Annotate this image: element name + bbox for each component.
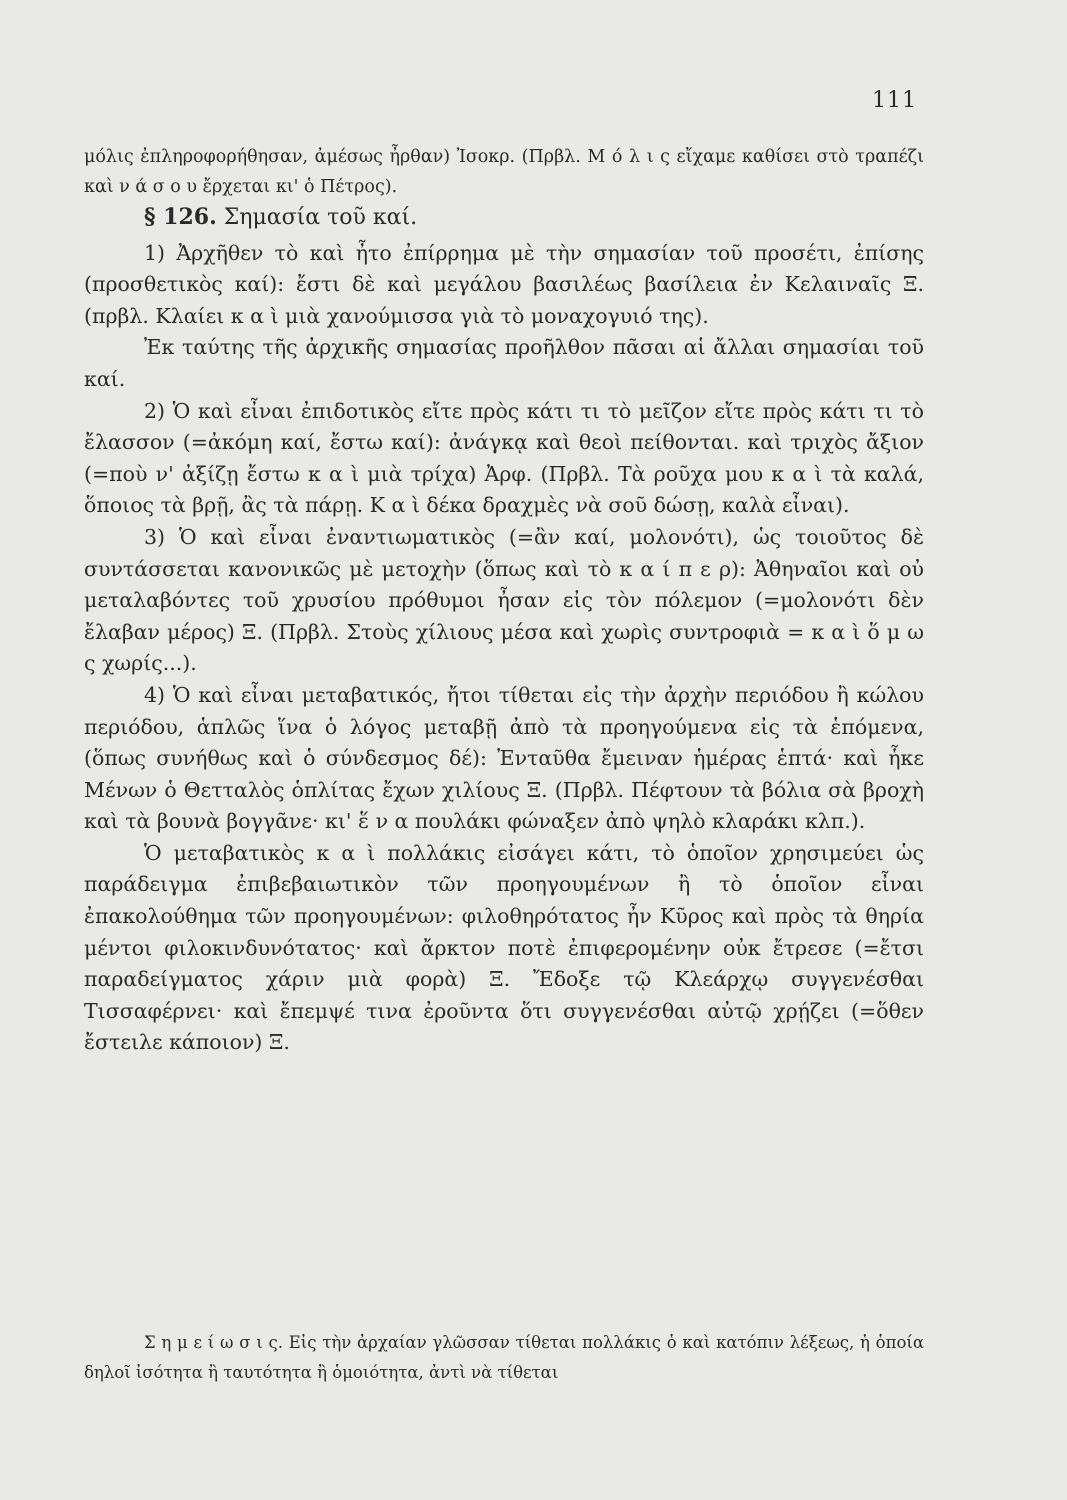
paragraph-2: Ἐκ ταύτης τῆς ἀρχικῆς σημασίας προῆλθον πᾶσαι αἱ ἄλλαι σημασίαι τοῦ καί. [84, 335, 924, 391]
paragraph-6: Ὁ μεταβατικὸς κ α ὶ πολλάκις εἰσάγει κάτι, τὸ ὁποῖον χρησιμεύει ὡς παράδειγμα ἐπιβεβαιωτικὸν τῶν προηγουμένων ἢ τὸ ὁποῖον εἶναι ἐπακολούθημα τῶν προηγουμένων: φιλοθηρότατος ἦν Κῦρος καὶ πρὸς τὰ θηρία μέντοι φιλοκινδυνότατος· καὶ ἄρκτον ποτὲ ἐπιφερομένην οὐκ ἔτρεσε (=ἔτσι παραδείγματος χάριν μιὰ φορὰ) Ξ. Ἔδοξε τῷ Κλεάρχῳ συγγενέσθαι Τισσαφέρνει· καὶ ἔπεμψέ τινα ἐροῦντα ὅτι συγγενέσθαι αὐτῷ χρῄζει (=ὅθεν ἔστειλε κάποιον) Ξ. [84, 840, 924, 1055]
paragraph-1: 1) Ἀρχῆθεν τὸ καὶ ἦτο ἐπίρρημα μὲ τὴν σημασίαν τοῦ προσέτι, ἐπίσης (προσθετικὸς καί): ἔστι δὲ καὶ μεγάλου βασιλέως βασίλεια ἐν Κελαιναῖς Ξ. (πρβλ. Κλαίει κ α ὶ μιὰ χανούμισσα γιὰ τὸ μοναχογυιό της). [84, 240, 924, 328]
paragraph-5: 4) Ὁ καὶ εἶναι μεταβατικός, ἤτοι τίθεται εἰς τὴν ἀρχὴν περιόδου ἢ κώλου περιόδου, ἁπλῶς ἵνα ὁ λόγος μεταβῇ ἀπὸ τὰ προηγούμενα εἰς τὰ ἑπόμενα, (ὅπως συνήθως καὶ ὁ σύνδεσμος δέ): Ἐνταῦθα ἔμειναν ἡμέρας ἑπτά· καὶ ἧκε Μένων ὁ Θετταλὸς ὁπλίτας ἔχων χιλίους Ξ. (Πρβλ. Πέφτουν τὰ βόλια σὰ βροχὴ καὶ τὰ βουνὰ βογγᾶνε· κι' ἕ ν α πουλάκι φώναξεν ἀπὸ ψηλὸ κλαράκι κλπ.). [84, 682, 924, 834]
section-number: § 126. [144, 204, 217, 230]
page-number: 111 [872, 88, 917, 113]
footnote: Σ η μ ε ί ω σ ι ς. Εἰς τὴν ἀρχαίαν γλῶσσαν τίθεται πολλάκις ὁ καὶ κατόπιν λέξεως, ἡ ὁποία δηλοῖ ἰσότητα ἢ ταυτότητα ἢ ὁμοιότητα, ἀντὶ νὰ τίθεται [84, 1333, 924, 1382]
section-title: Σημασία τοῦ καί. [223, 205, 418, 230]
page-body [84, 142, 924, 1059]
intro-paragraph: μόλις ἐπληροφορήθησαν, ἀμέσως ἦρθαν) Ἰσοκρ. (Πρβλ. Μ ό λ ι ς εἴχαμε καθίσει στὸ τραπέζι καὶ ν ά σ ο υ ἔρχεται κι' ὁ Πέτρος). [84, 147, 924, 197]
section-heading [84, 202, 924, 234]
paragraph-4: 3) Ὁ καὶ εἶναι ἐναντιωματικὸς (=ἂν καί, μολονότι), ὡς τοιοῦτος δὲ συντάσσεται κανονικῶς μὲ μετοχὴν (ὅπως καὶ τὸ κ α ί π ε ρ): Ἀθηναῖοι καὶ οὐ μεταλαβόντες τοῦ χρυσίου πρόθυμοι ἦσαν εἰς τὸν πόλεμον (=μολονότι δὲν ἔλαβαν μέρος) Ξ. (Πρβλ. Στοὺς χίλιους μέσα καὶ χωρὶς συντροφιὰ = κ α ὶ ὅ μ ω ς χωρίς...). [84, 524, 924, 676]
paragraph-3: 2) Ὁ καὶ εἶναι ἐπιδοτικὸς εἴτε πρὸς κάτι τι τὸ μεῖζον εἴτε πρὸς κάτι τι τὸ ἔλασσον (=ἀκόμη καί, ἔστω καί): ἀνάγκᾳ καὶ θεοὶ πείθονται. καὶ τριχὸς ἄξιον (=ποὺ ν' ἀξίζῃ ἔστω κ α ὶ μιὰ τρίχα) Ἀρφ. (Πρβλ. Τὰ ροῦχα μου κ α ὶ τὰ καλά, ὅποιος τὰ βρῇ, ἂς τὰ πάρῃ. Κ α ὶ δέκα δραχμὲς νὰ σοῦ δώσῃ, καλὰ εἶναι). [84, 398, 924, 518]
